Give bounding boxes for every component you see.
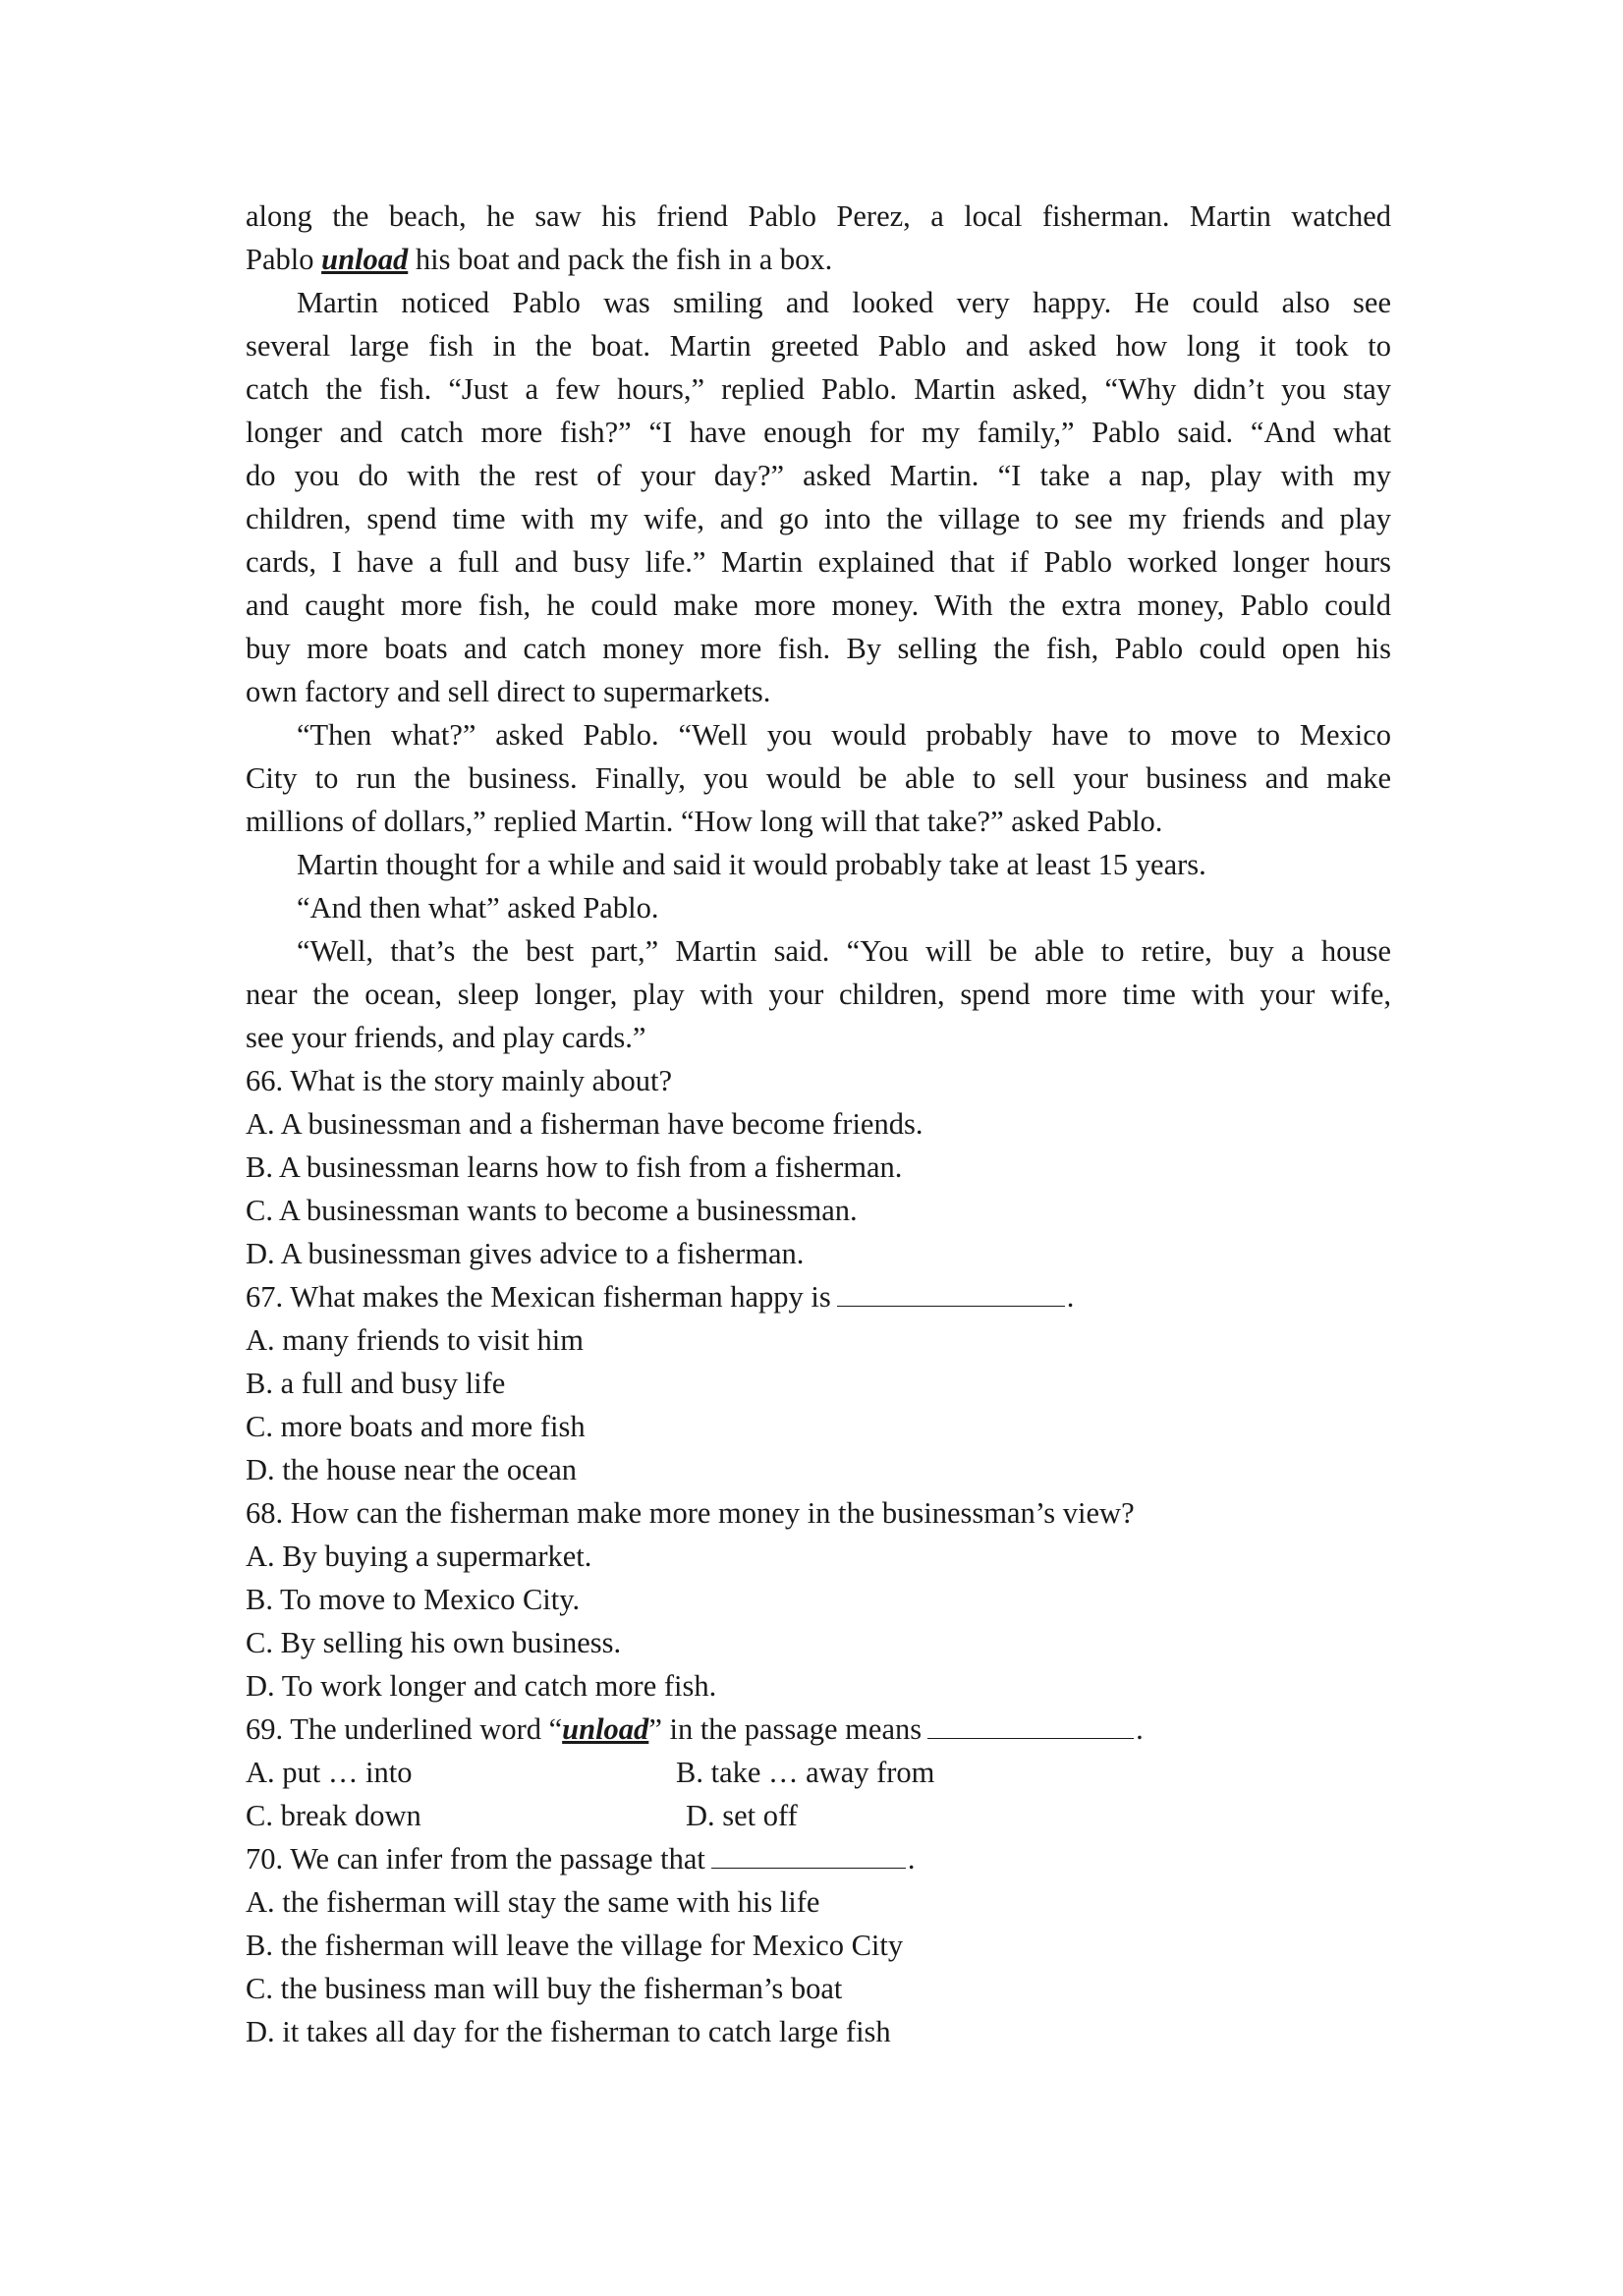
option-c: C. more boats and more fish xyxy=(246,1410,586,1443)
option-b: B. A businessman learns how to fish from a fisherman. xyxy=(246,1150,903,1184)
option-a: A. many friends to visit him xyxy=(246,1323,584,1357)
question-stem: 66. What is the story mainly about? xyxy=(246,1064,672,1097)
option-c: C. break down xyxy=(246,1799,421,1832)
option-d: D. set off xyxy=(686,1799,798,1832)
paragraph-5: “And then what” asked Pablo. xyxy=(297,891,659,924)
question-70 xyxy=(246,1837,1391,2053)
option-b: B. take … away from xyxy=(676,1756,935,1789)
passage-line: buy more boats and catch money more fish. By selling the fish, Pablo could open his xyxy=(246,632,1391,665)
option-b: B. To move to Mexico City. xyxy=(246,1583,581,1616)
question-66 xyxy=(246,1059,1391,1275)
paragraph-3 xyxy=(246,713,1391,843)
text-run: Pablo xyxy=(246,243,322,276)
paragraph-1 xyxy=(246,195,1391,281)
passage-line: along the beach, he saw his friend Pablo Perez, a local fisherman. Martin watched xyxy=(246,199,1391,233)
stem-end: . xyxy=(1136,1712,1144,1746)
passage-line: near the ocean, sleep longer, play with your children, spend more time with your wife, xyxy=(246,978,1391,1011)
passage-line: children, spend time with my wife, and go into the village to see my friends and play xyxy=(246,502,1391,535)
stem-text: 67. What makes the Mexican fisherman happy is xyxy=(246,1280,831,1314)
passage-line: millions of dollars,” replied Martin. “How long will that take?” asked Pablo. xyxy=(246,805,1163,838)
document-page xyxy=(246,195,1391,2053)
stem-end: . xyxy=(1066,1280,1075,1314)
passage-line xyxy=(246,238,1391,281)
stem-text: ” in the passage means xyxy=(648,1712,923,1746)
text-run: his boat and pack the fish in a box. xyxy=(408,243,833,276)
option-a: A. the fisherman will stay the same with his life xyxy=(246,1885,820,1919)
paragraph-2 xyxy=(246,281,1391,713)
option-d: D. To work longer and catch more fish. xyxy=(246,1669,717,1703)
option-a: A. put … into xyxy=(246,1756,413,1789)
question-67 xyxy=(246,1275,1391,1491)
option-row xyxy=(246,1751,1391,1794)
passage-line: “Then what?” asked Pablo. “Well you would probably have to move to Mexico xyxy=(297,718,1391,752)
passage-line: do you do with the rest of your day?” asked Martin. “I take a nap, play with my xyxy=(246,459,1391,492)
passage-line: several large fish in the boat. Martin greeted Pablo and asked how long it took to xyxy=(246,329,1391,363)
passage-line: see your friends, and play cards.” xyxy=(246,1021,646,1054)
question-69 xyxy=(246,1708,1391,1837)
passage-line: “Well, that’s the best part,” Martin said. “You will be able to retire, buy a house xyxy=(297,934,1391,968)
paragraph-4: Martin thought for a while and said it would probably take at least 15 years. xyxy=(297,848,1206,881)
option-a: A. A businessman and a fisherman have become friends. xyxy=(246,1107,923,1141)
passage-line: catch the fish. “Just a few hours,” replied Pablo. Martin asked, “Why didn’t you stay xyxy=(246,372,1391,406)
paragraph-6 xyxy=(246,929,1391,1059)
option-d: D. the house near the ocean xyxy=(246,1453,578,1486)
option-a: A. By buying a supermarket. xyxy=(246,1540,592,1573)
stem-text: 69. The underlined word “ xyxy=(246,1712,563,1746)
question-stem: 68. How can the fisherman make more money in the businessman’s view? xyxy=(246,1496,1135,1530)
option-row xyxy=(246,1794,1391,1837)
option-b: B. the fisherman will leave the village for Mexico City xyxy=(246,1929,904,1962)
stem-text: 70. We can infer from the passage that xyxy=(246,1842,705,1876)
passage-line: and caught more fish, he could make more money. With the extra money, Pablo could xyxy=(246,588,1391,622)
question-stem xyxy=(246,1708,1391,1751)
passage-line: own factory and sell direct to supermarkets. xyxy=(246,675,771,708)
option-d: D. A businessman gives advice to a fisherman. xyxy=(246,1237,805,1270)
passage-line: City to run the business. Finally, you would be able to sell your business and make xyxy=(246,761,1391,795)
passage-line: Martin noticed Pablo was smiling and looked very happy. He could also see xyxy=(297,286,1391,319)
option-c: C. By selling his own business. xyxy=(246,1626,622,1659)
option-d: D. it takes all day for the fisherman to catch large fish xyxy=(246,2015,891,2048)
question-stem xyxy=(246,1275,1391,1318)
passage-line: longer and catch more fish?” “I have enough for my family,” Pablo said. “And what xyxy=(246,416,1391,449)
question-stem xyxy=(246,1837,1391,1880)
answer-blank xyxy=(837,1276,1065,1307)
passage-line: cards, I have a full and busy life.” Martin explained that if Pablo worked longer hours xyxy=(246,545,1391,579)
option-c: C. A businessman wants to become a businessman. xyxy=(246,1194,858,1227)
option-b: B. a full and busy life xyxy=(246,1367,506,1400)
answer-blank xyxy=(927,1708,1134,1739)
option-c: C. the business man will buy the fisherman’s boat xyxy=(246,1972,843,2005)
underlined-word: unload xyxy=(321,243,409,276)
answer-blank xyxy=(711,1838,906,1869)
question-68 xyxy=(246,1491,1391,1708)
stem-end: . xyxy=(907,1842,916,1876)
underlined-word: unload xyxy=(562,1712,649,1746)
